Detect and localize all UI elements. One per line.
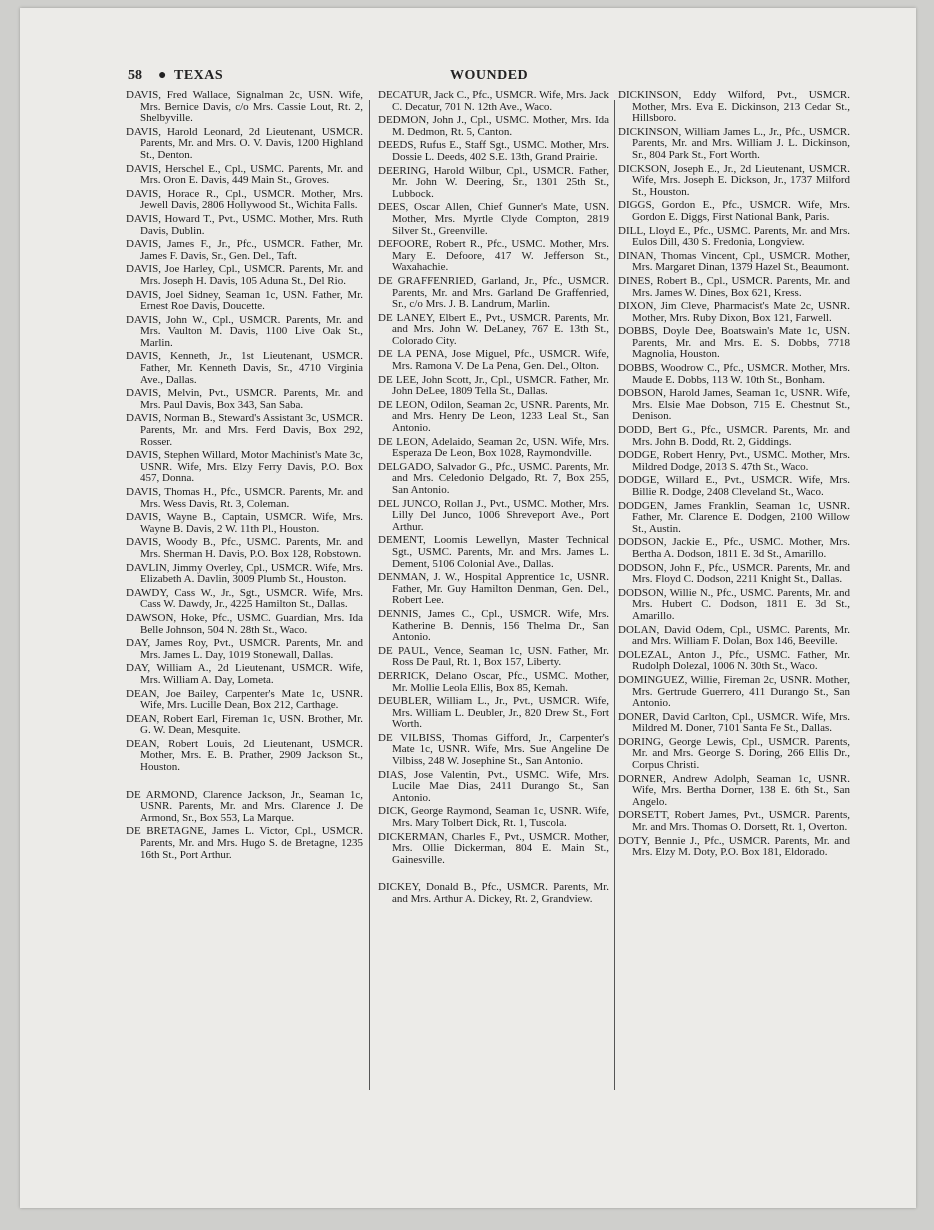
casualty-entry: DIAS, Jose Valentin, Pvt., USMC. Wife, Mrs. Lucile Mae Dias, 2411 Durango St., San Antonio. <box>378 768 609 804</box>
casualty-entry: DE GRAFFENRIED, Garland, Jr., Pfc., USMCR. Parents, Mr. and Mrs. Garland De Graffenried, Sr., c/o Mrs. J. B. Landrum, Marlin. <box>378 274 609 311</box>
casualty-entry: DAVIS, James F., Jr., Pfc., USMCR. Father, Mr. James F. Davis, Sr., Gen. Del., Taft. <box>126 238 363 262</box>
casualty-entry: DEL JUNCO, Rollan J., Pvt., USMC. Mother, Mrs. Lilly Del Junco, 1006 Shreveport Ave., Port Arthur. <box>378 497 609 533</box>
casualty-entry: DEDMON, John J., Cpl., USMC. Mother, Mrs. Ida M. Dedmon, Rt. 5, Canton. <box>378 114 609 138</box>
casualty-entry: DOLAN, David Odem, Cpl., USMC. Parents, Mr. and Mrs. William F. Dolan, Box 146, Beeville. <box>618 623 850 648</box>
page-number: 58 <box>128 68 142 83</box>
casualty-entry: DEAN, Robert Louis, 2d Lieutenant, USMCR. Mother, Mrs. E. B. Prather, 2909 Jackson St., Houston. <box>126 737 363 774</box>
casualty-entry: DODGE, Willard E., Pvt., USMCR. Wife, Mrs. Billie R. Dodge, 2408 Cleveland St., Waco. <box>618 474 850 498</box>
casualty-entry: DODD, Bert G., Pfc., USMCR. Parents, Mr. and Mrs. John B. Dodd, Rt. 2, Giddings. <box>618 424 850 448</box>
casualty-entry: DORSETT, Robert James, Pvt., USMCR. Parents, Mr. and Mrs. Thomas O. Dorsett, Rt. 1, Overton. <box>618 809 850 834</box>
casualty-entry: DAVIS, Joel Sidney, Seaman 1c, USN. Father, Mr. Ernest Roe Davis, Doucette. <box>126 288 363 313</box>
casualty-entry: DICKSON, Joseph E., Jr., 2d Lieutenant, USMCR. Wife, Mrs. Joseph E. Dickson, Jr., 1737 Milford St., Houston. <box>618 162 850 198</box>
casualty-entry: DECATUR, Jack C., Pfc., USMCR. Wife, Mrs. Jack C. Decatur, 701 N. 12th Ave., Waco. <box>378 90 609 113</box>
casualty-entry: DENNIS, James C., Cpl., USMCR. Wife, Mrs. Katherine B. Dennis, 156 Thelma Dr., San Antonio. <box>378 607 609 644</box>
casualty-entry: DOBBS, Doyle Dee, Boatswain's Mate 1c, USN. Parents, Mr. and Mrs. E. S. Dobbs, 7718 Magnolia, Houston. <box>618 325 850 361</box>
casualty-entry: DAVIS, Herschel E., Cpl., USMC. Parents, Mr. and Mrs. Oron E. Davis, 449 Main St., Groves. <box>126 162 363 187</box>
casualty-entry: DAWSON, Hoke, Pfc., USMC. Guardian, Mrs. Ida Belle Johnson, 504 N. 28th St., Waco. <box>126 611 363 636</box>
casualty-entry: DE LANEY, Elbert E., Pvt., USMCR. Parents, Mr. and Mrs. John W. DeLaney, 767 E. 13th St., Colorado City. <box>378 311 609 347</box>
column-divider <box>614 100 615 1090</box>
casualty-entry: DAVIS, Kenneth, Jr., 1st Lieutenant, USMCR. Father, Mr. Kenneth Davis, Sr., 4710 Virginia Ave., Dallas. <box>126 350 363 386</box>
casualty-entry: DAVIS, Joe Harley, Cpl., USMCR. Parents, Mr. and Mrs. Joseph H. Davis, 105 Aduna St., Del Rio. <box>126 263 363 287</box>
casualty-entry: DICKINSON, William James L., Jr., Pfc., USMCR. Parents, Mr. and Mrs. William J. L. Dickinson, Sr., 804 Park St., Fort Worth. <box>618 125 850 161</box>
casualty-entry: DAVIS, Howard T., Pvt., USMC. Mother, Mrs. Ruth Davis, Dublin. <box>126 212 363 237</box>
casualty-entry: DE ARMOND, Clarence Jackson, Jr., Seaman 1c, USNR. Parents, Mr. and Mrs. Clarence J. De Armond, Sr., Box 553, La Marque. <box>126 788 363 824</box>
casualty-entry: DEFOORE, Robert R., Pfc., USMC. Mother, Mrs. Mary E. Defoore, 417 W. Jefferson St., Waxahachie. <box>378 238 609 274</box>
page-header <box>128 68 868 88</box>
casualty-entry: DEEDS, Rufus E., Staff Sgt., USMC. Mother, Mrs. Dossie L. Deeds, 402 S.E. 13th, Grand Prairie. <box>378 139 609 163</box>
casualty-entry: DICKINSON, Eddy Wilford, Pvt., USMCR. Mother, Mrs. Eva E. Dickinson, 213 Cedar St., Hillsboro. <box>618 90 850 125</box>
casualty-entry: DOBSON, Harold James, Seaman 1c, USNR. Wife, Mrs. Elsie Mae Dobson, 715 E. Chestnut St., Denison. <box>618 387 850 423</box>
casualty-entry: DEAN, Robert Earl, Fireman 1c, USN. Brother, Mr. G. W. Dean, Mesquite. <box>126 712 363 737</box>
casualty-entry: DEERING, Harold Wilbur, Cpl., USMCR. Father, Mr. John W. Deering, Sr., 1301 25th St., Lubbock. <box>378 164 609 200</box>
casualty-entry: DONER, David Carlton, Cpl., USMCR. Wife, Mrs. Mildred M. Doner, 7101 Santa Fe St., Dallas. <box>618 710 850 735</box>
casualty-entry: DODSON, John F., Pfc., USMCR. Parents, Mr. and Mrs. Floyd C. Dodson, 2211 Knight St., Dallas. <box>618 561 850 586</box>
column-2 <box>378 90 609 1100</box>
casualty-entry: DAVIS, Melvin, Pvt., USMCR. Parents, Mr. and Mrs. Paul Davis, Box 343, San Saba. <box>126 387 363 411</box>
casualty-entry: DODGE, Robert Henry, Pvt., USMC. Mother, Mrs. Mildred Dodge, 2013 S. 47th St., Waco. <box>618 449 850 473</box>
casualty-entry: DAVIS, Horace R., Cpl., USMCR. Mother, Mrs. Jewell Davis, 2806 Hollywood St., Wichita Falls. <box>126 187 363 212</box>
casualty-entry: DE LEON, Odilon, Seaman 2c, USNR. Parents, Mr. and Mrs. Henry De Leon, 1233 Leal St., San Antonio. <box>378 398 609 435</box>
column-1 <box>126 90 363 1100</box>
casualty-entry: DEMENT, Loomis Lewellyn, Master Technical Sgt., USMC. Parents, Mr. and Mrs. James L. Dement, 5106 Colonial Ave., Dallas. <box>378 534 609 570</box>
bullet-icon: ● <box>158 68 167 83</box>
casualty-entry: DEUBLER, William L., Jr., Pvt., USMCR. Wife, Mrs. William L. Deubler, Jr., 820 Drew St., Fort Worth. <box>378 695 609 731</box>
casualty-entry: DOTY, Bennie J., Pfc., USMCR. Parents, Mr. and Mrs. Elzy M. Doty, P.O. Box 181, Eldorado. <box>618 834 850 859</box>
casualty-entry: DORNER, Andrew Adolph, Seaman 1c, USNR. Wife, Mrs. Bertha Dorner, 138 E. 6th St., San Angelo. <box>618 772 850 808</box>
casualty-entry: DOBBS, Woodrow C., Pfc., USMCR. Mother, Mrs. Maude E. Dobbs, 113 W. 10th St., Bonham. <box>618 362 850 386</box>
casualty-entry: DAVIS, Stephen Willard, Motor Machinist's Mate 3c, USNR. Wife, Mrs. Elzy Ferry Davis, P.O. Box 457, Donna. <box>126 449 363 485</box>
casualty-entry: DAVIS, Fred Wallace, Signalman 2c, USN. Wife, Mrs. Bernice Davis, c/o Mrs. Cassie Lout, Rt. 2, Shelbyville. <box>126 90 363 125</box>
casualty-entry: DAY, James Roy, Pvt., USMCR. Parents, Mr. and Mrs. James L. Day, 1019 Stonewall, Dallas. <box>126 637 363 661</box>
casualty-entry: DICKEY, Donald B., Pfc., USMCR. Parents, Mr. and Mrs. Arthur A. Dickey, Rt. 2, Grandview. <box>378 881 609 905</box>
casualty-entry: DAVIS, Norman B., Steward's Assistant 3c, USMCR. Parents, Mr. and Mrs. Ferd Davis, Box 292, Rosser. <box>126 412 363 448</box>
casualty-entry: DICKERMAN, Charles F., Pvt., USMCR. Mother, Mrs. Ollie Dickerman, 804 E. Main St., Gainesville. <box>378 830 609 866</box>
state-name: TEXAS <box>174 68 224 83</box>
casualty-entry: DE LEON, Adelaido, Seaman 2c, USN. Wife, Mrs. Esperaza De Leon, Box 1028, Raymondville. <box>378 435 609 460</box>
casualty-entry: DELGADO, Salvador G., Pfc., USMC. Parents, Mr. and Mrs. Celedonio Delgado, Rt. 7, Box 255, San Antonio. <box>378 460 609 496</box>
casualty-entry: DINES, Robert B., Cpl., USMCR. Parents, Mr. and Mrs. James W. Dines, Box 621, Kress. <box>618 274 850 299</box>
casualty-entry: DEAN, Joe Bailey, Carpenter's Mate 1c, USNR. Wife, Mrs. Lucille Dean, Box 212, Carthage. <box>126 687 363 712</box>
casualty-entry: DOMINGUEZ, Willie, Fireman 2c, USNR. Mother, Mrs. Gertrude Guerrero, 411 Durango St., San Antonio. <box>618 673 850 710</box>
casualty-entry: DAY, William A., 2d Lieutenant, USMCR. Wife, Mrs. William A. Day, Lometa. <box>126 662 363 686</box>
casualty-entry: DAVIS, John W., Cpl., USMCR. Parents, Mr. and Mrs. Vaulton M. Davis, 1100 Live Oak St., Marlin. <box>126 313 363 349</box>
casualty-entry: DENMAN, J. W., Hospital Apprentice 1c, USNR. Father, Mr. Guy Hamilton Denman, Gen. Del., Robert Lee. <box>378 571 609 607</box>
casualty-entry: DAWDY, Cass W., Jr., Sgt., USMCR. Wife, Mrs. Cass W. Dawdy, Jr., 4225 Hamilton St., Dallas. <box>126 586 363 611</box>
casualty-entry: DAVIS, Wayne B., Captain, USMCR. Wife, Mrs. Wayne B. Davis, 2 W. 11th Pl., Houston. <box>126 511 363 535</box>
casualty-entry: DAVLIN, Jimmy Overley, Cpl., USMCR. Wife, Mrs. Elizabeth A. Davlin, 3009 Plumb St., Houston. <box>126 561 363 586</box>
casualty-entry: DODSON, Willie N., Pfc., USMC. Parents, Mr. and Mrs. Hubert C. Dodson, 1811 E. 3d St., Amarillo. <box>618 586 850 622</box>
casualty-entry: DE PAUL, Vence, Seaman 1c, USN. Father, Mr. Ross De Paul, Rt. 1, Box 157, Liberty. <box>378 644 609 669</box>
casualty-entry: DEES, Oscar Allen, Chief Gunner's Mate, USN. Mother, Mrs. Myrtle Clyde Compton, 2819 Silver St., Greenville. <box>378 201 609 237</box>
casualty-entry: DINAN, Thomas Vincent, Cpl., USMCR. Mother, Mrs. Margaret Dinan, 1379 Hazel St., Beaumont. <box>618 249 850 274</box>
casualty-entry: DOLEZAL, Anton J., Pfc., USMC. Father, Mr. Rudolph Dolezal, 1006 N. 30th St., Waco. <box>618 648 850 673</box>
casualty-entry: DAVIS, Thomas H., Pfc., USMCR. Parents, Mr. and Mrs. Wess Davis, Rt. 3, Coleman. <box>126 486 363 510</box>
casualty-entry: DORING, George Lewis, Cpl., USMCR. Parents, Mr. and Mrs. George S. Doring, 266 Ellis Dr., Corpus Christi. <box>618 735 850 772</box>
casualty-entry: DE VILBISS, Thomas Gifford, Jr., Carpenter's Mate 1c, USNR. Wife, Mrs. Sue Angeline De Vilbiss, 248 W. Josephine St., San Antonio. <box>378 731 609 768</box>
casualty-entry: DIXON, Jim Cleve, Pharmacist's Mate 2c, USNR. Mother, Mrs. Ruby Dixon, Box 121, Farwell. <box>618 300 850 324</box>
casualty-entry: DILL, Lloyd E., Pfc., USMC. Parents, Mr. and Mrs. Eulos Dill, 430 S. Fredonia, Longview. <box>618 224 850 249</box>
casualty-entry: DIGGS, Gordon E., Pfc., USMCR. Wife, Mrs. Gordon E. Diggs, First National Bank, Paris. <box>618 199 850 223</box>
document-page <box>20 8 916 1208</box>
section-title: WOUNDED <box>450 68 529 83</box>
casualty-entry: DODSON, Jackie E., Pfc., USMC. Mother, Mrs. Bertha A. Dodson, 1811 E. 3d St., Amarillo. <box>618 536 850 560</box>
casualty-entry: DAVIS, Woody B., Pfc., USMC. Parents, Mr. and Mrs. Sherman H. Davis, P.O. Box 128, Robstown. <box>126 536 363 560</box>
casualty-entry: DAVIS, Harold Leonard, 2d Lieutenant, USMCR. Parents, Mr. and Mrs. O. V. Davis, 1200 Highland St., Denton. <box>126 125 363 161</box>
casualty-entry: DE BRETAGNE, James L. Victor, Cpl., USMCR. Parents, Mr. and Mrs. Hugo S. de Bretagne, 1235 16th St., Port Arthur. <box>126 825 363 861</box>
casualty-entry: DODGEN, James Franklin, Seaman 1c, USNR. Father, Mr. Clarence E. Dodgen, 2100 Willow St., Austin. <box>618 499 850 535</box>
casualty-entry: DE LA PENA, Jose Miguel, Pfc., USMCR. Wife, Mrs. Ramona V. De La Pena, Gen. Del., Olton. <box>378 348 609 373</box>
casualty-entry: DERRICK, Delano Oscar, Pfc., USMC. Mother, Mr. Mollie Leola Ellis, Box 85, Kemah. <box>378 669 609 694</box>
casualty-entry: DICK, George Raymond, Seaman 1c, USNR. Wife, Mrs. Mary Tolbert Dick, Rt. 1, Tuscola. <box>378 805 609 830</box>
column-3 <box>618 90 850 1100</box>
casualty-entry: DE LEE, John Scott, Jr., Cpl., USMCR. Father, Mr. John DeLee, 1809 Tella St., Dallas. <box>378 373 609 398</box>
column-divider <box>369 100 370 1090</box>
